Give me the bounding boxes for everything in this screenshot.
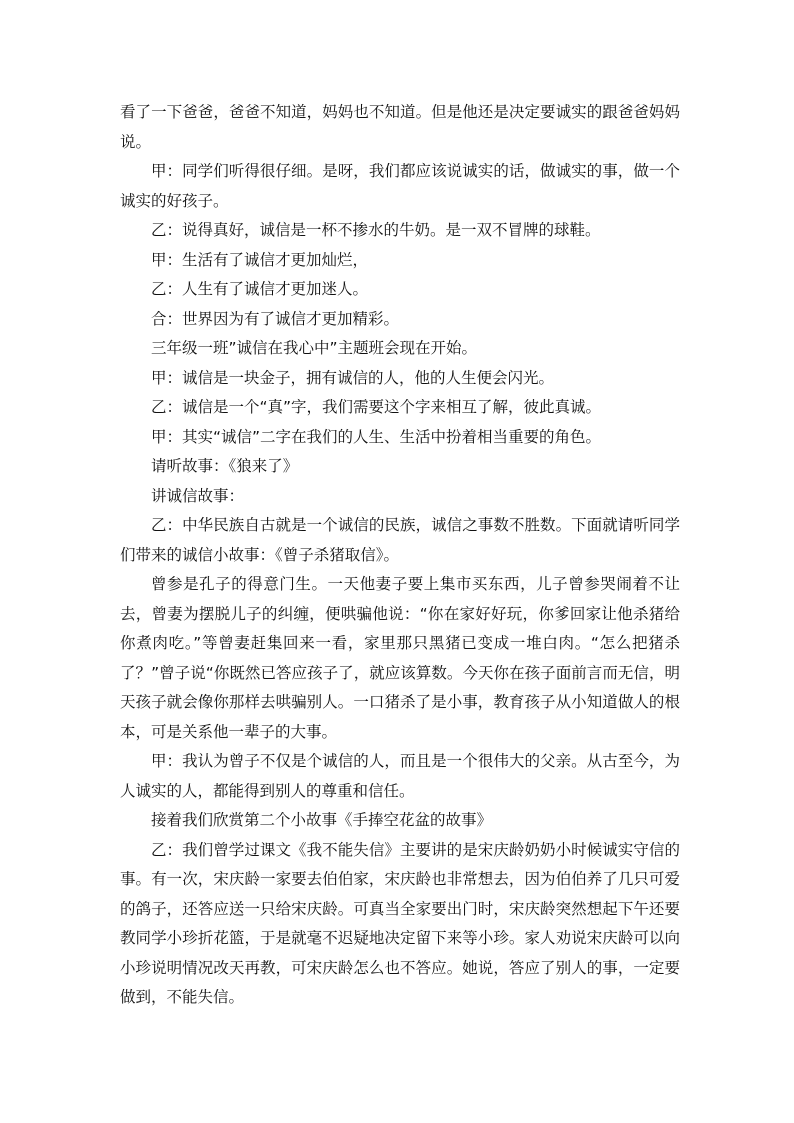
paragraph: 甲：生活有了诚信才更加灿烂， <box>151 250 369 269</box>
paragraph: 甲：诚信是一块金子，拥有诚信的人，他的人生便会闪光。 <box>151 368 555 387</box>
paragraph: 接着我们欣赏第二个小故事《手捧空花盆的故事》 <box>151 811 493 829</box>
paragraph: 乙：诚信是一个“真”字，我们需要这个字来相互了解，彼此真诚。 <box>151 398 602 416</box>
paragraph: 请听故事：《狼来了》 <box>151 457 299 475</box>
paragraph: 曾参是孔子的得意门生。一天他妻子要上集市买东西，儿子曾参哭闹着不让去，曾妻为摆脱儿子的纠缠，便哄骗他说：“你在家好好玩，你爹回家让他杀猪给你煮肉吃。”等曾妻赶集回来一看，家里那只黑猪已变成一堆白肉。“怎么把猪杀了？”曾子说“你既然已答应孩子了，就应该算数。今天你在孩子面前言而无信，明天孩子就会像你那样去哄骗别人。一口猪杀了是小事，教育孩子从小知道做人的根本，可是关系他一辈子的大事。 <box>120 575 680 741</box>
paragraph: 乙：中华民族自古就是一个诚信的民族，诚信之事数不胜数。下面就请听同学们带来的诚信小故事：《曾子杀猪取信》。 <box>120 516 680 564</box>
paragraph: 讲诚信故事： <box>151 486 245 505</box>
paragraph: 甲：同学们听得很仔细。是呀，我们都应该说诚实的话，做诚实的事，做一个诚实的好孩子。 <box>120 162 680 210</box>
document-body <box>120 98 680 1013</box>
paragraph: 甲：我认为曾子不仅是个诚信的人，而且是一个很伟大的父亲。从古至今，为人诚实的人，都能得到别人的尊重和信任。 <box>120 752 680 800</box>
paragraph: 乙：我们曾学过课文《我不能失信》主要讲的是宋庆龄奶奶小时候诚实守信的事。有一次，宋庆龄一家要去伯伯家，宋庆龄也非常想去，因为伯伯养了几只可爱的鸽子，还答应送一只给宋庆龄。可真当全家要出门时，宋庆龄突然想起下午还要教同学小珍折花篮，于是就毫不迟疑地决定留下来等小珍。家人劝说宋庆龄可以向小珍说明情况改天再教，可宋庆龄怎么也不答应。她说，答应了别人的事，一定要做到，不能失信。 <box>120 840 680 1006</box>
paragraph: 看了一下爸爸，爸爸不知道，妈妈也不知道。但是他还是决定要诚实的跟爸爸妈妈说。 <box>120 103 680 151</box>
paragraph: 乙：说得真好，诚信是一杯不掺水的牛奶。是一双不冒牌的球鞋。 <box>151 221 601 239</box>
paragraph: 乙：人生有了诚信才更加迷人。 <box>151 280 369 298</box>
paragraph: 三年级一班”诚信在我心中”主题班会现在开始。 <box>151 339 478 357</box>
paragraph: 合：世界因为有了诚信才更加精彩。 <box>151 309 400 328</box>
paragraph: 甲：其实“诚信”二字在我们的人生、生活中扮着相当重要的角色。 <box>151 427 602 446</box>
